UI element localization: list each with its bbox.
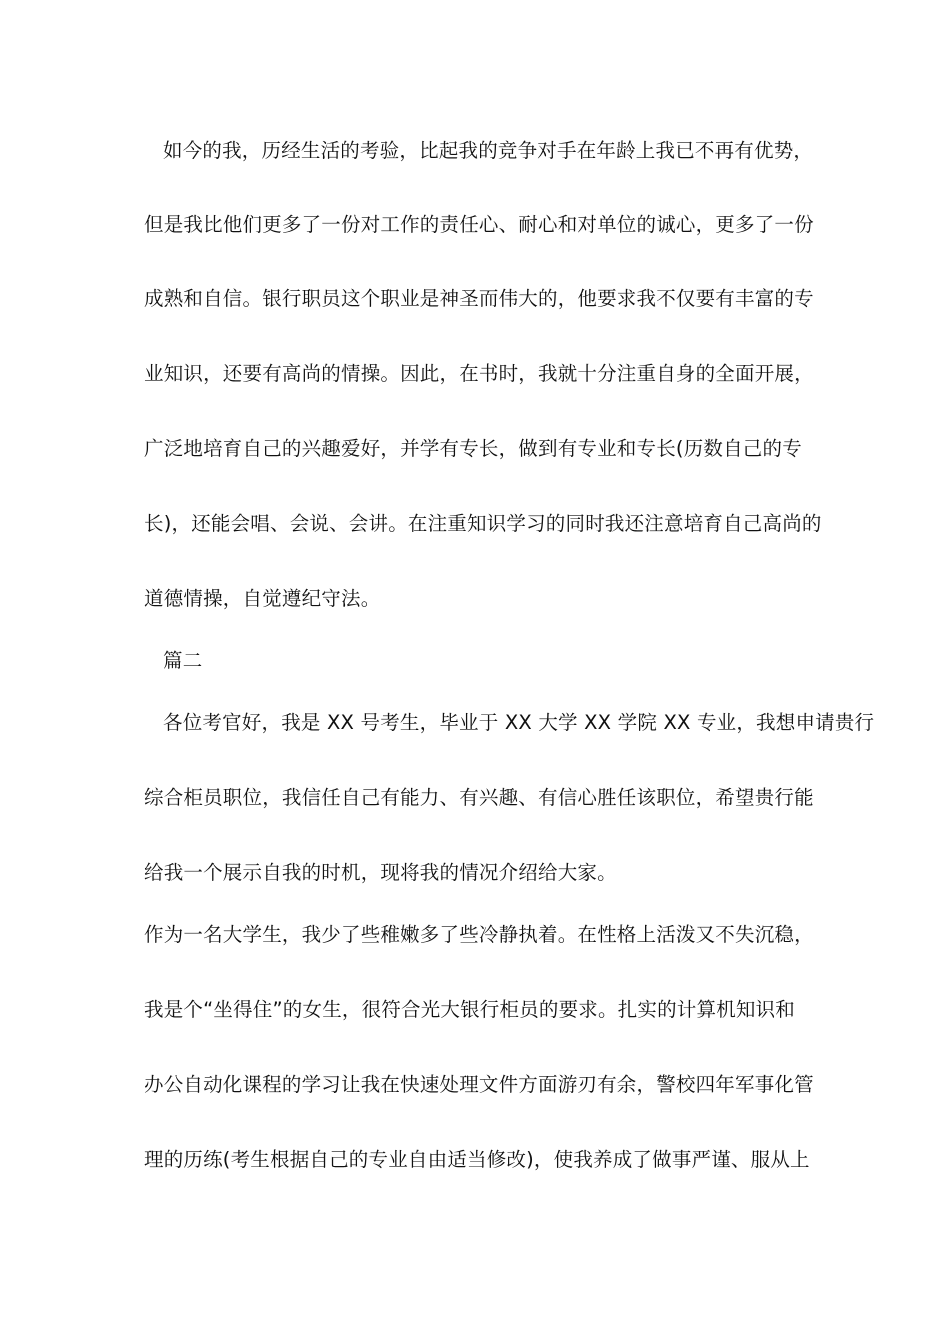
paragraph-line: 业知识，还要有高尚的情操。因此，在书时，我就十分注重自身的全面开展， <box>144 362 814 385</box>
paragraph-line: 长)，还能会唱、会说、会讲。在注重知识学习的同时我还注意培育自己高尚的 <box>144 512 822 535</box>
paragraph-line: 综合柜员职位，我信任自己有能力、有兴趣、有信心胜任该职位，希望贵行能 <box>144 786 814 809</box>
paragraph-line: 我是个“坐得住”的女生，很符合光大银行柜员的要求。扎实的计算机知识和 <box>144 998 796 1021</box>
paragraph-line: 如今的我，历经生活的考验，比起我的竞争对手在年龄上我已不再有优势， <box>163 139 814 162</box>
paragraph-line: 理的历练(考生根据自己的专业自由适当修改)，使我养成了做事严谨、服从上 <box>144 1148 810 1171</box>
paragraph-line: 道德情操，自觉遵纪守法。 <box>144 587 381 610</box>
paragraph-line: 办公自动化课程的学习让我在快速处理文件方面游刃有余，警校四年军事化管 <box>144 1073 814 1096</box>
paragraph-line: 成熟和自信。银行职员这个职业是神圣而伟大的，他要求我不仅要有丰富的专 <box>144 287 814 310</box>
section-heading: 篇二 <box>163 649 203 672</box>
paragraph-line: 各位考官好，我是 XX 号考生，毕业于 XX 大学 XX 学院 XX 专业，我想申请贵行 <box>163 711 875 734</box>
paragraph-line: 但是我比他们更多了一份对工作的责任心、耐心和对单位的诚心，更多了一份 <box>144 213 814 236</box>
paragraph-line: 给我一个展示自我的时机，现将我的情况介绍给大家。 <box>144 861 617 884</box>
paragraph-line: 广泛地培育自己的兴趣爱好，并学有专长，做到有专业和专长(历数自己的专 <box>144 437 802 460</box>
paragraph-line: 作为一名大学生，我少了些稚嫩多了些冷静执着。在性格上活泼又不失沉稳， <box>144 923 814 946</box>
